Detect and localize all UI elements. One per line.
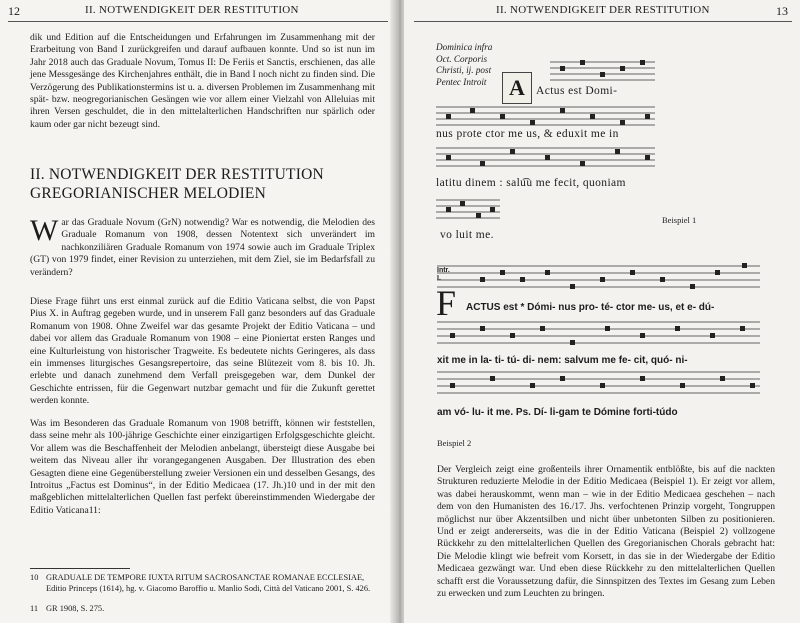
rubric-line: Christi, ij. post	[436, 65, 492, 75]
footnote-text: GR 1908, S. 275.	[46, 604, 105, 613]
footnote-text: GRADUALE DE TEMPORE IUXTA RITUM SACROSANCTAE ROMANAE ECCLESIAE, Editio Princeps (1614), hg. v. Giacomo Baroffio u. Manlio Sodi, Città del Vaticano 2001, S. 426.	[46, 573, 371, 593]
left-paragraph-2-text: ar das Graduale Novum (GrN) notwendig? War es notwendig, die Melodien des Graduale Romanum von 1908, dessen Notentext sich unverändert im nachkonziliären Graduale Romanum von 1974 sowie auch im Graduale Triplex (GT) von 1979 findet, einer Revision zu unterziehen, mit dem Ziel, sie im Bedarfsfall zu verändern?	[30, 217, 375, 278]
medicaea-lyrics-2: nus prote ctor me us, & eduxit me in	[436, 128, 619, 140]
medicaea-lyrics-3: latitu dinem : salu͡u me fecit, quoniam	[436, 177, 626, 189]
drop-cap: W	[30, 214, 59, 247]
left-paragraph-3: Diese Frage führt uns erst einmal zurück auf die Editio Vaticana selbst, die von Papst Pius X. in Auftrag gegeben wurde, und in unserem Fall ganz besonders auf das Graduale Romanum von 1908. Ohne Zweifel war das gesamte Projekt der Editio Vaticana – und dabei vor allem das Graduale Romanum von 1908 – eine Pioniertat ersten Ranges und eine Kulturleistung von historischer Tragweite. Es bedeutete nichts Geringeres, als dass ein immenses liturgisches Gesangsrepertoire, das seine Blütezeit vom 8. bis 10. Jh. erlebte und danach zunehmend dem Verfall preisgegeben war, dem Dunkel der Geschichte entrissen, für die Gegenwart nutzbar gemacht und für die Zukunft gerettet werden konnte.	[30, 296, 375, 407]
vaticana-neumes	[450, 263, 755, 388]
vaticana-lyrics-1: ACTUS est * Dómi- nus pro- té- ctor me- us, et e- dú-	[466, 302, 715, 313]
left-running-head: II. NOTWENDIGKEIT DER RESTITUTION	[85, 4, 299, 16]
intr-label-text: Intr.	[437, 267, 450, 274]
left-paragraph-1: dik und Edition auf die Entscheidungen und Erfahrungen im Zusammenhang mit der Erarbeitung von Band I zurückgreifen und darauf aufbauen konnte. Und so ist nun im Jahr 2018 auch das Graduale Novum, Tomus II: De Feriis et Sanctis, erschienen, das alle jene Messgesänge des Kirchenjahres enthält, die in Band I noch nicht zu finden sind. Die Verzögerung des Publikationstermins ist u. a. diversen Problemen im Zusammenhang mit spät- bzw. neogregorianischen Gesängen wie vor allem einer Vielzahl von Alleluias mit ihren Versen geschuldet, die in den mittelalterlichen Handschriften nur spärlich oder kaum oder gar nicht bezeugt sind.	[30, 32, 375, 130]
intr-label	[437, 267, 450, 283]
section-heading: II. NOTWENDIGKEIT DER RESTITUTION GREGORIANISCHER MELODIEN	[30, 166, 324, 202]
right-page-number: 13	[776, 4, 788, 18]
mode-label-text: I.	[437, 275, 441, 282]
medicaea-rubric	[436, 42, 492, 88]
vaticana-staves	[437, 266, 760, 393]
rubric-line: Oct. Corporis	[436, 53, 488, 64]
left-paragraph-4: Was im Besonderen das Graduale Romanum von 1908 betrifft, können wir feststellen, dass seine mehr als 100-jährige Geschichte einer einzigartigen Erfolgsgeschichte gleicht. Vor allem was die Beschaffenheit der Melodien anbelangt, übersteigt diese Ausgabe bei weitem das Niveau aller ihr vorangegangenen Ausgaben. Der Illustration des eben Gesagten diene eine Gegenüberstellung zweier Versionen ein und desselben Gesangs, des Introitus „Factus est Dominus“, in der Editio Medicaea (17. Jh.)10 und in der mit den maßgeblichen mittelalterlichen Quellen fast perfekt übereinstimmenden Wiedergabe der Editio Vaticana11:	[30, 418, 375, 516]
footnote-number: 10	[30, 573, 39, 582]
rubric-line: Dominica infra	[436, 42, 493, 52]
medicaea-lyrics-4: vo luit me.	[440, 229, 494, 241]
right-running-head: II. NOTWENDIGKEIT DER RESTITUTION	[496, 4, 710, 16]
left-page-number: 12	[8, 4, 20, 18]
medicaea-lyrics-1: Actus est Domi-	[536, 85, 618, 97]
footnote-number: 11	[30, 604, 39, 613]
vaticana-lyrics-2: xit me in la- ti- tú- di- nem: salvum me fe- cit, quó- ni-	[437, 355, 688, 366]
medicaea-initial: A	[502, 72, 532, 104]
caption-beispiel-1: Beispiel 1	[662, 215, 697, 225]
rubric-line: Pentec Introit	[436, 76, 487, 87]
vaticana-initial: F	[436, 283, 457, 323]
right-paragraph-1: Der Vergleich zeigt eine großenteils ihrer Ornamentik entblößte, bis auf die nackten Strukturen reduzierte Melodie in der Editio Medicaea (Beispiel 1). Er zeigt vor allem, was dabei herauskommt, wenn man – wie in der Editio Medicaea geschehen – nach dem von den Humanisten des 16./17. Jhs. verfochtenen Prinzip vorgeht, Tongruppen möglichst nur über Akzentsilben und nicht über unbetonten Silben zu positionieren. Und er zeigt andererseits, was die in der Editio Vaticana (Beispiel 2) vollzogene Rückkehr zu den mittelalterlichen Quellen des Gregorianischen Chorals gebracht hat: Die Melodie klingt wie befreit vom Korsett, in das sie in der Wiedergabe der Editio Medicaea gezwängt war. Und eben diese Rückkehr zu den mittelalterlichen Quellen schafft erst die Voraussetzung dafür, die Sinnspitzen des Textes im Gesang zum Leben zu erwecken und zum Leuchten zu bringen.	[437, 464, 775, 600]
caption-beispiel-2: Beispiel 2	[437, 438, 472, 448]
vaticana-lyrics-3: am vó- lu- it me. Ps. Dí- li-gam te Dómine forti-túdo	[437, 407, 678, 418]
